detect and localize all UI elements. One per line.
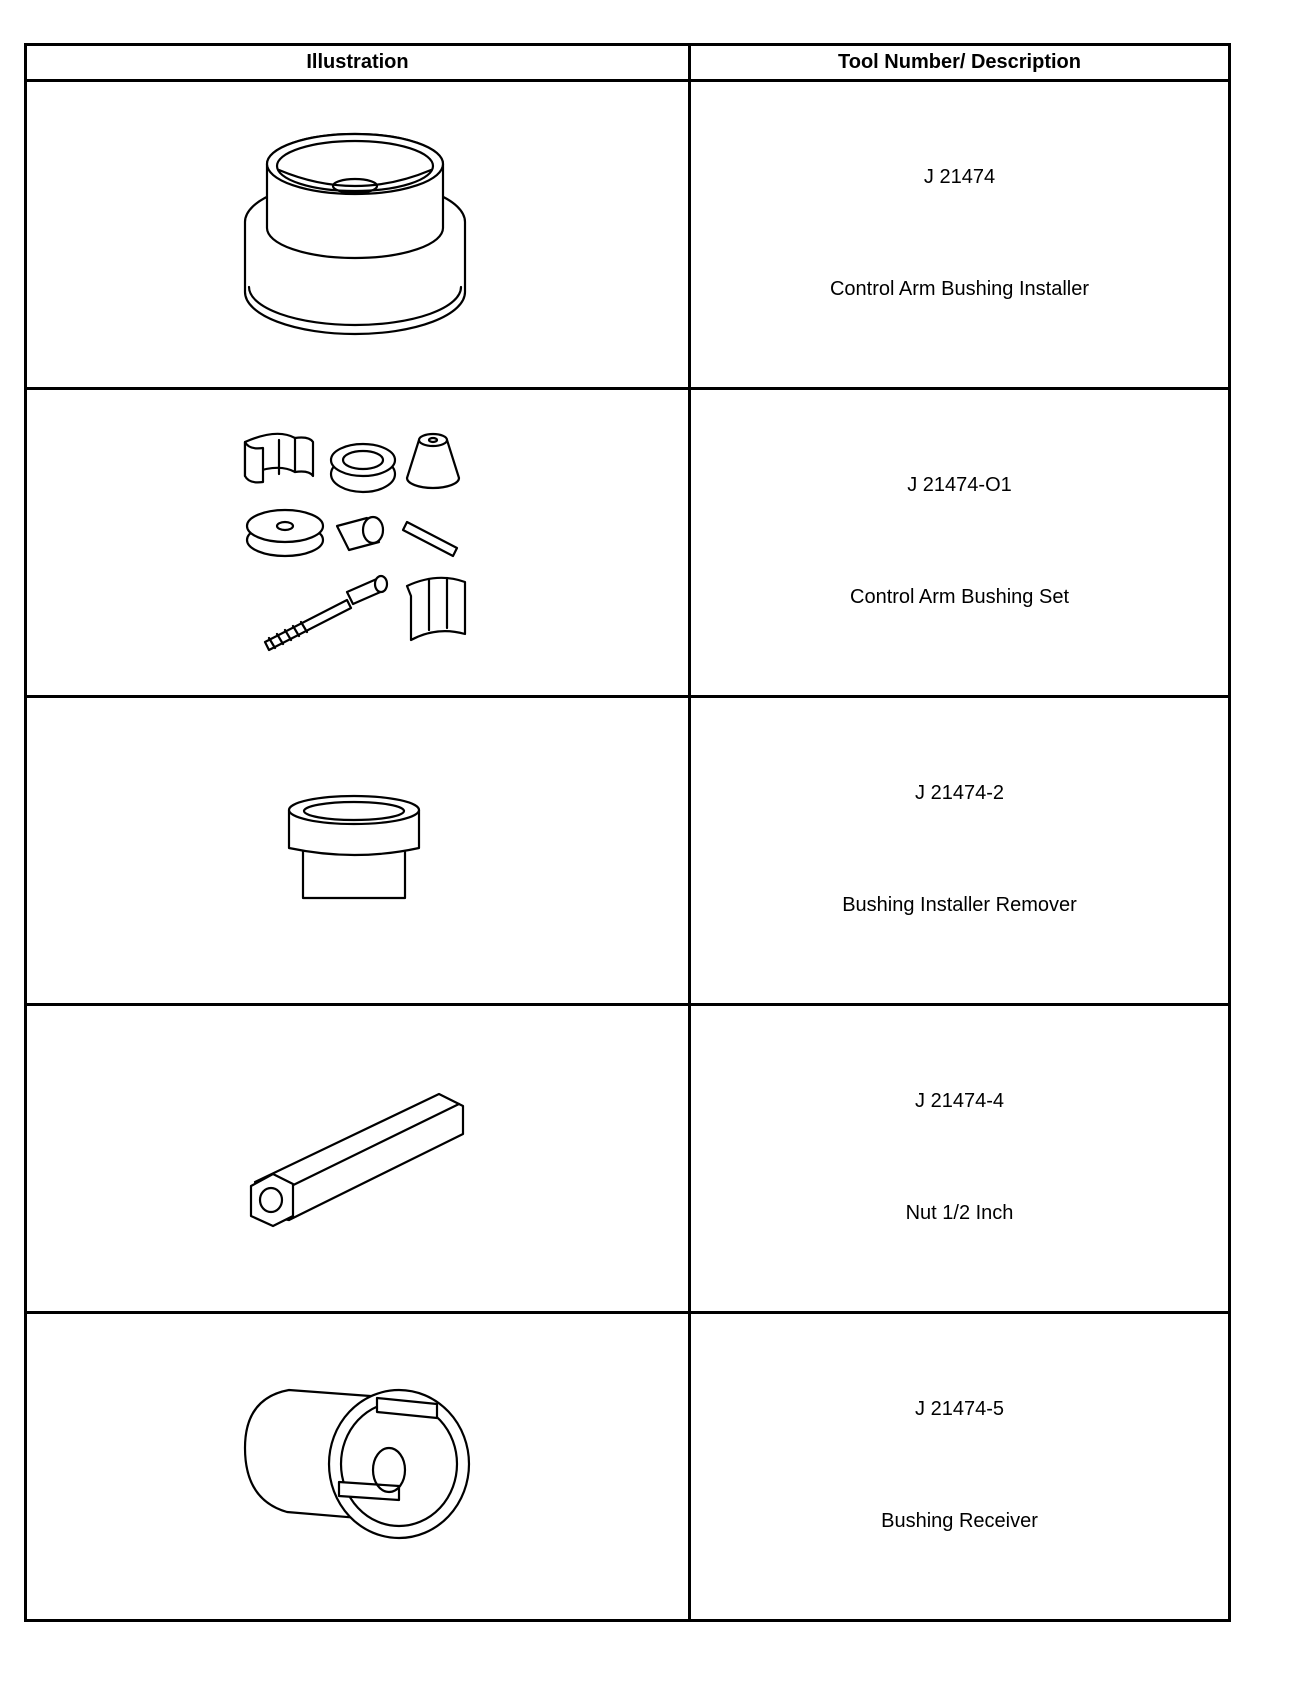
tool-description: Control Arm Bushing Set: [850, 586, 1069, 608]
illustration-cell: [26, 81, 690, 389]
tool-number: J 21474-2: [915, 782, 1004, 804]
table-row: [26, 1313, 1230, 1621]
tool-number: J 21474-4: [915, 1090, 1004, 1112]
header-tool-description: Tool Number/ Description: [690, 45, 1230, 81]
tool-table: [24, 43, 1231, 1622]
illustration-cell: [26, 1005, 690, 1313]
bushing-receiver-cup-icon: [27, 1314, 688, 1619]
tool-number: J 21474-O1: [907, 474, 1012, 496]
header-row: [26, 45, 1230, 81]
bushing-installer-cup-icon: [27, 82, 688, 387]
tool-info-cell: [690, 389, 1230, 697]
tool-number: J 21474-5: [915, 1398, 1004, 1420]
tool-info-cell: [690, 697, 1230, 1005]
table-row: [26, 697, 1230, 1005]
tool-description: Bushing Receiver: [881, 1510, 1038, 1532]
table-row: [26, 81, 1230, 389]
illustration-cell: [26, 389, 690, 697]
bushing-set-parts-icon: [27, 390, 688, 695]
tool-description: Nut 1/2 Inch: [905, 1202, 1014, 1224]
tool-description: Control Arm Bushing Installer: [829, 278, 1089, 300]
tool-info-cell: [690, 81, 1230, 389]
illustration-cell: [26, 697, 690, 1005]
tool-number: J 21474: [923, 166, 996, 188]
tool-info-cell: [690, 1005, 1230, 1313]
hex-nut-bar-icon: [27, 1006, 688, 1311]
table-row: [26, 1005, 1230, 1313]
illustration-cell: [26, 1313, 690, 1621]
header-illustration: Illustration: [26, 45, 690, 81]
installer-remover-sleeve-icon: [27, 698, 688, 1003]
table-row: [26, 389, 1230, 697]
tool-description: Bushing Installer Remover: [842, 894, 1077, 916]
tool-info-cell: [690, 1313, 1230, 1621]
